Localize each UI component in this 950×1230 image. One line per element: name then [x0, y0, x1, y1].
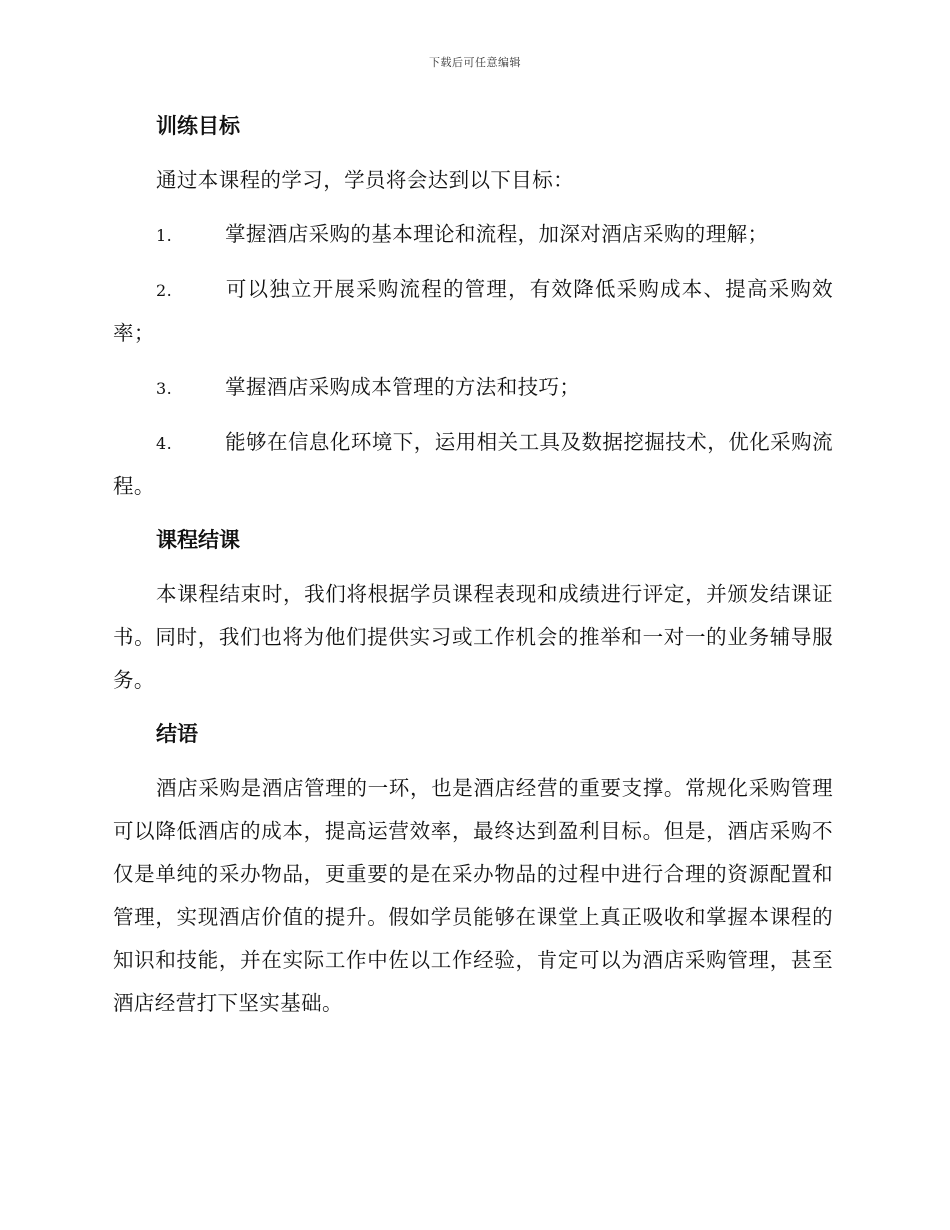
list-item-number: 4. [156, 434, 173, 453]
section-heading-completion: 课程结课 [156, 528, 240, 552]
list-item-text: 掌握酒店采购的基本理论和流程，加深对酒店采购的理解； [225, 222, 769, 246]
goals-intro: 通过本课程的学习，学员将会达到以下目标： [156, 168, 574, 192]
list-item [113, 421, 833, 508]
header-note: 下载后可任意编辑 [429, 56, 521, 69]
list-item [113, 213, 833, 257]
completion-body: 本课程结束时，我们将根据学员课程表现和成绩进行评定，并颁发结课证书。同时，我们也将为他们提供实习或工作机会的推举和一对一的业务辅导服务。 [113, 582, 833, 692]
list-item-number: 3. [156, 379, 173, 398]
section-heading-conclusion: 结语 [156, 722, 198, 746]
list-item [113, 366, 833, 410]
list-item-number: 2. [156, 281, 173, 300]
list-item-text: 掌握酒店采购成本管理的方法和技巧； [225, 375, 581, 399]
list-item-text: 可以独立开展采购流程的管理，有效降低采购成本、提高采购效率； [113, 277, 833, 345]
list-item [113, 268, 833, 355]
document-body [113, 105, 833, 1036]
conclusion-body: 酒店采购是酒店管理的一环，也是酒店经营的重要支撑。常规化采购管理可以降低酒店的成本，提高运营效率，最终达到盈利目标。但是，酒店采购不仅是单纯的采办物品，更重要的是在采办物品的过程中进行合理的资源配置和管理，实现酒店价值的提升。假如学员能够在课堂上真正吸收和掌握本课程的知识和技能，并在实际工作中佐以工作经验，肯定可以为酒店采购管理，甚至酒店经营打下坚实基础。 [113, 776, 833, 1015]
section-heading-goals: 训练目标 [156, 114, 240, 138]
list-item-text: 能够在信息化环境下，运用相关工具及数据挖掘技术，优化采购流程。 [113, 430, 833, 498]
list-item-number: 1. [156, 226, 173, 245]
